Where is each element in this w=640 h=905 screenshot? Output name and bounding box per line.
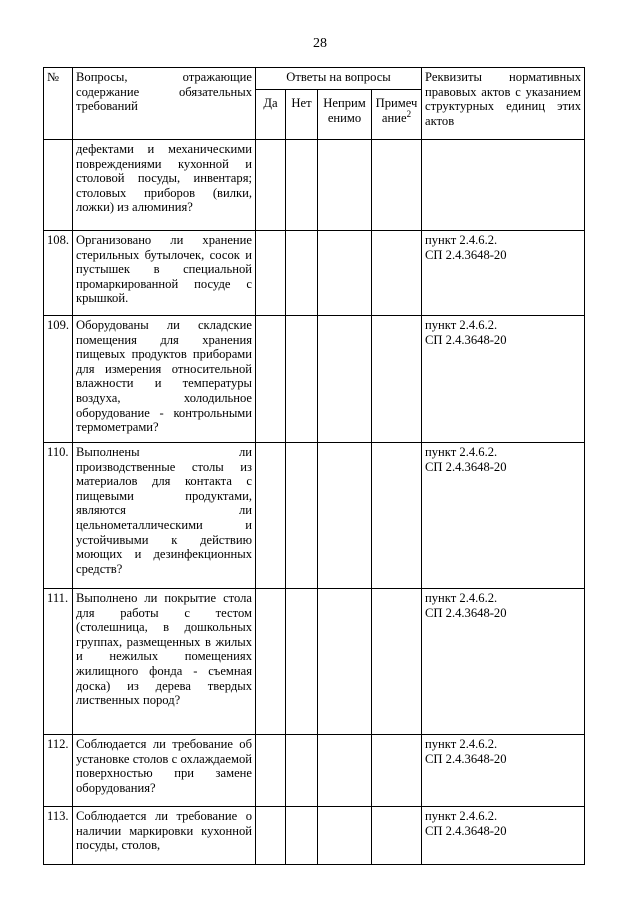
row-question: Выполнено ли покрытие стола для работы с тестом (столешница, в дошкольных группах, размещенных в жилых и нежилых помещениях жилищного фонда - съемная доска) из дерева твердых лиственных пород?: [73, 589, 256, 735]
row-question: Оборудованы ли складские помещения для хранения пищевых продуктов приборами для измерения относительной влажности и температуры воздуха, холодильное оборудование - контрольными термометрами?: [73, 316, 256, 443]
header-no: Нет: [286, 90, 318, 140]
answer-na-cell[interactable]: [318, 140, 372, 231]
answer-yes-cell[interactable]: [256, 807, 286, 865]
answer-na-cell[interactable]: [318, 443, 372, 589]
table-row: [44, 316, 585, 443]
answer-na-cell[interactable]: [318, 231, 372, 316]
answer-yes-cell[interactable]: [256, 316, 286, 443]
header-row: [44, 68, 585, 90]
table-row: [44, 735, 585, 807]
checklist-table: [43, 67, 585, 865]
header-question: Вопросы, отражающие содержание обязательных требований: [73, 68, 256, 140]
row-requisites: пункт 2.4.6.2. СП 2.4.3648-20: [422, 589, 585, 735]
table-row: [44, 807, 585, 865]
row-requisites: пункт 2.4.6.2. СП 2.4.3648-20: [422, 735, 585, 807]
row-number: [44, 140, 73, 231]
row-requisites: пункт 2.4.6.2. СП 2.4.3648-20: [422, 316, 585, 443]
answer-no-cell[interactable]: [286, 443, 318, 589]
row-number: 110.: [44, 443, 73, 589]
header-num: №: [44, 68, 73, 140]
page-number: 28: [313, 36, 327, 51]
answer-note-cell[interactable]: [372, 735, 422, 807]
answer-note-cell[interactable]: [372, 807, 422, 865]
answer-na-cell[interactable]: [318, 589, 372, 735]
header-requisites: Реквизиты нормативных правовых актов с указанием структурных единиц этих актов: [422, 68, 585, 140]
header-yes: Да: [256, 90, 286, 140]
answer-note-cell[interactable]: [372, 443, 422, 589]
answer-yes-cell[interactable]: [256, 589, 286, 735]
answer-no-cell[interactable]: [286, 231, 318, 316]
row-question: Выполнены ли производственные столы из материалов для контакта с пищевыми продуктами, являются ли цельнометаллическими и устойчивыми к действию моющих и дезинфекционных средств?: [73, 443, 256, 589]
answer-no-cell[interactable]: [286, 735, 318, 807]
header-note: Примеч ание$^2$: [372, 90, 422, 140]
row-question: Организовано ли хранение стерильных бутылочек, сосок и пустышек в специальной промаркированной посуде с крышкой.: [73, 231, 256, 316]
answer-na-cell[interactable]: [318, 735, 372, 807]
row-requisites: [422, 140, 585, 231]
row-question: дефектами и механическими повреждениями кухонной и столовой посуды, инвентаря; столовых приборов (вилки, ложки) из алюминия?: [73, 140, 256, 231]
row-number: 113.: [44, 807, 73, 865]
row-number: 109.: [44, 316, 73, 443]
row-requisites: пункт 2.4.6.2. СП 2.4.3648-20: [422, 807, 585, 865]
row-question: Соблюдается ли требование о наличии маркировки кухонной посуды, столов,: [73, 807, 256, 865]
answer-yes-cell[interactable]: [256, 443, 286, 589]
answer-yes-cell[interactable]: [256, 735, 286, 807]
table-row: [44, 231, 585, 316]
table-row: [44, 443, 585, 589]
answer-no-cell[interactable]: [286, 589, 318, 735]
answer-no-cell[interactable]: [286, 807, 318, 865]
answer-note-cell[interactable]: [372, 140, 422, 231]
header-answers: Ответы на вопросы: [256, 68, 422, 90]
answer-no-cell[interactable]: [286, 316, 318, 443]
row-number: 112.: [44, 735, 73, 807]
table-row: [44, 589, 585, 735]
header-not-applicable: Неприм енимо: [318, 90, 372, 140]
answer-no-cell[interactable]: [286, 140, 318, 231]
answer-na-cell[interactable]: [318, 807, 372, 865]
row-number: 111.: [44, 589, 73, 735]
answer-note-cell[interactable]: [372, 589, 422, 735]
answer-yes-cell[interactable]: [256, 231, 286, 316]
row-number: 108.: [44, 231, 73, 316]
row-question: Соблюдается ли требование об установке столов с охлаждаемой поверхностью при замене оборудования?: [73, 735, 256, 807]
answer-yes-cell[interactable]: [256, 140, 286, 231]
row-requisites: пункт 2.4.6.2. СП 2.4.3648-20: [422, 443, 585, 589]
answer-note-cell[interactable]: [372, 231, 422, 316]
answer-note-cell[interactable]: [372, 316, 422, 443]
table-row: [44, 140, 585, 231]
row-requisites: пункт 2.4.6.2. СП 2.4.3648-20: [422, 231, 585, 316]
answer-na-cell[interactable]: [318, 316, 372, 443]
